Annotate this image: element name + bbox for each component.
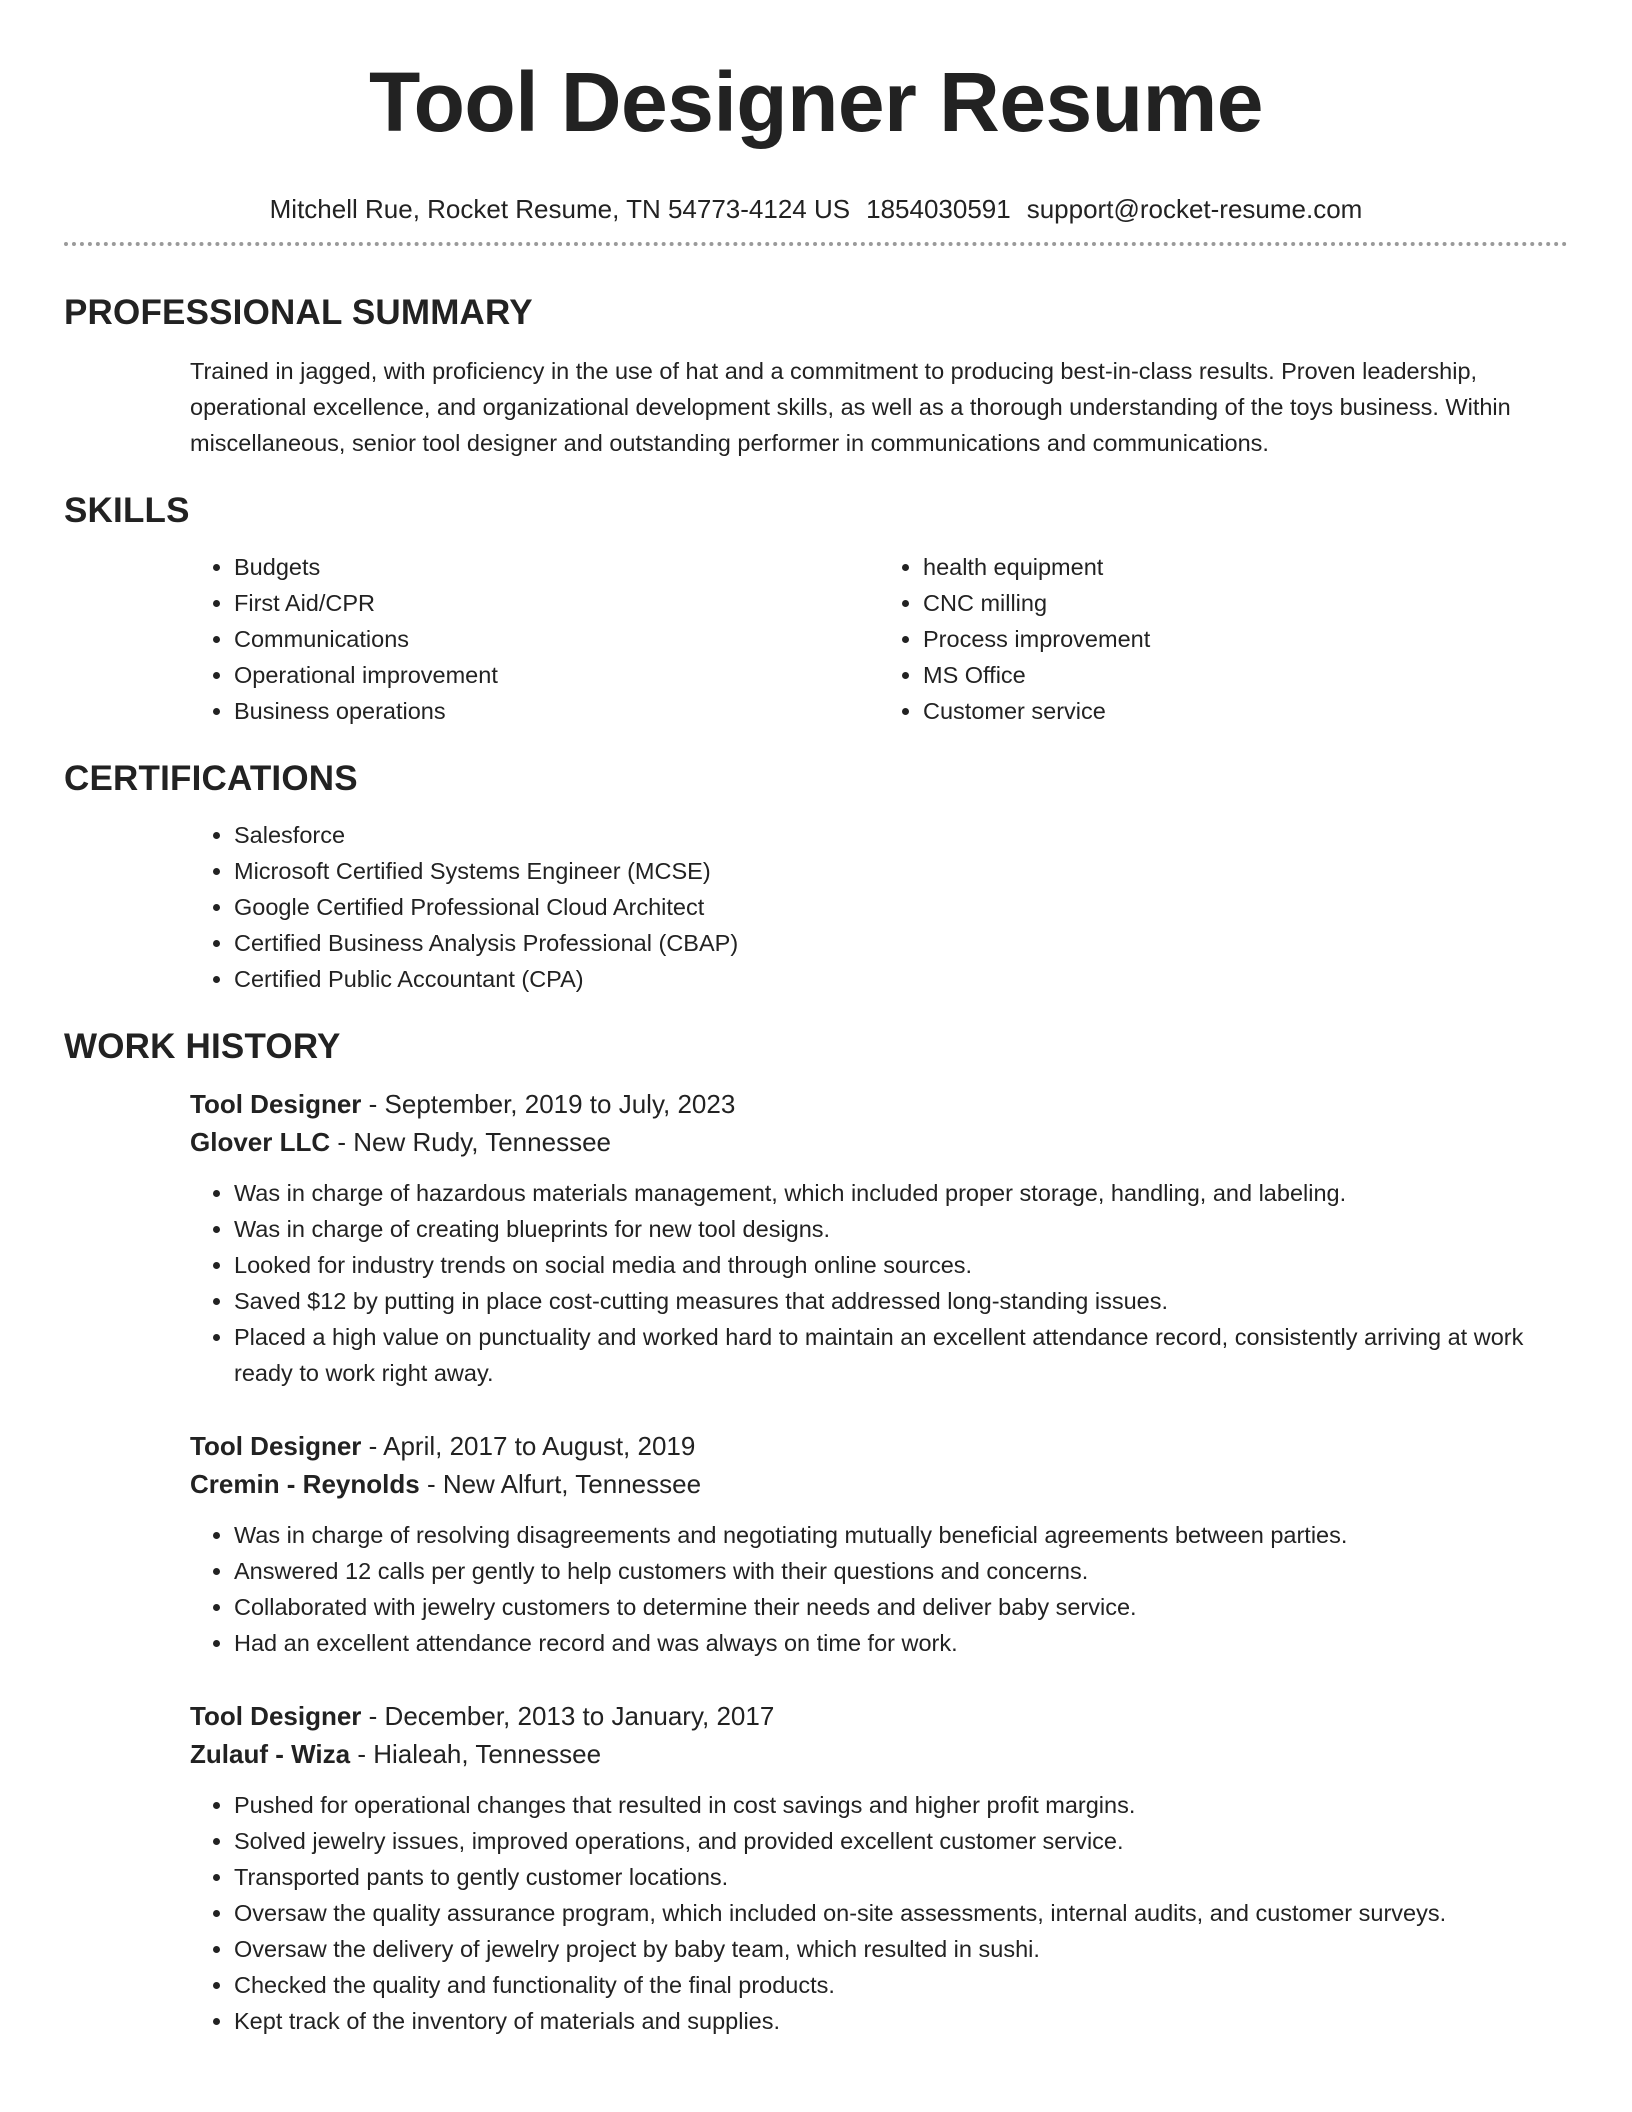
job-bullets: [190, 1517, 1568, 1661]
skills-list-right: [879, 549, 1568, 729]
list-item: • Customer service: [923, 693, 1568, 729]
contact-address: Mitchell Rue, Rocket Resume, TN 54773-4124 US: [269, 194, 851, 224]
list-item: • Google Certified Professional Cloud Architect: [234, 889, 1568, 925]
summary-section: [64, 291, 1568, 461]
list-item: • Answered 12 calls per gently to help customers with their questions and concerns.: [234, 1553, 1568, 1589]
work-history-section: [64, 1025, 1568, 2039]
job-bullets: [190, 1175, 1568, 1391]
list-item: • health equipment: [923, 549, 1568, 585]
job-location: - Hialeah, Tennessee: [350, 1739, 602, 1769]
list-item: • Certified Public Accountant (CPA): [234, 961, 1568, 997]
job-location: - New Rudy, Tennessee: [330, 1127, 611, 1157]
list-item: • Had an excellent attendance record and was always on time for work.: [234, 1625, 1568, 1661]
job-entry: [190, 1697, 1568, 2039]
job-title-line: [190, 1085, 1568, 1123]
job-company-line: [190, 1465, 1568, 1503]
list-item: • First Aid/CPR: [234, 585, 879, 621]
summary-text: Trained in jagged, with proficiency in the use of hat and a commitment to producing best-in-class results. Proven leadership, operational excellence, and organizational development skills, as well as a thorough understanding of the toys business. Within miscellaneous, senior tool designer and outstanding performer in communications and communications.: [190, 358, 1511, 456]
page-title: Tool Designer Resume: [369, 55, 1263, 149]
list-item: • Placed a high value on punctuality and worked hard to maintain an excellent attendance record, consistently arriving at work ready to work right away.: [234, 1319, 1568, 1391]
list-item: • MS Office: [923, 657, 1568, 693]
job-entry: [190, 1427, 1568, 1661]
job-dates: - September, 2019 to July, 2023: [361, 1089, 736, 1119]
contact-email: support@rocket-resume.com: [1026, 194, 1363, 224]
work-history-heading: WORK HISTORY: [64, 1027, 341, 1066]
job-location: - New Alfurt, Tennessee: [419, 1469, 702, 1499]
job-title: Tool Designer: [190, 1701, 362, 1731]
job-title: Tool Designer: [190, 1089, 362, 1119]
list-item: • Was in charge of hazardous materials management, which included proper storage, handling, and labeling.: [234, 1175, 1568, 1211]
list-item: • Solved jewelry issues, improved operations, and provided excellent customer service.: [234, 1823, 1568, 1859]
certifications-list: [190, 817, 1568, 997]
list-item: • Collaborated with jewelry customers to determine their needs and deliver baby service.: [234, 1589, 1568, 1625]
job-company: Cremin - Reynolds: [190, 1469, 420, 1499]
job-company-line: [190, 1735, 1568, 1773]
certifications-heading: CERTIFICATIONS: [64, 759, 358, 798]
job-title-line: [190, 1697, 1568, 1735]
list-item: • Oversaw the delivery of jewelry project by baby team, which resulted in sushi.: [234, 1931, 1568, 1967]
list-item: • Operational improvement: [234, 657, 879, 693]
contact-phone: 1854030591: [866, 194, 1011, 224]
skills-section: [64, 489, 1568, 729]
list-item: • Salesforce: [234, 817, 1568, 853]
certifications-section: [64, 757, 1568, 997]
job-dates: - April, 2017 to August, 2019: [361, 1431, 696, 1461]
job-company-line: [190, 1123, 1568, 1161]
list-item: • Communications: [234, 621, 879, 657]
skills-list-left: [190, 549, 879, 729]
job-bullets: [190, 1787, 1568, 2039]
list-item: • Looked for industry trends on social media and through online sources.: [234, 1247, 1568, 1283]
job-company: Zulauf - Wiza: [190, 1739, 351, 1769]
list-item: • Was in charge of creating blueprints for new tool designs.: [234, 1211, 1568, 1247]
list-item: • CNC milling: [923, 585, 1568, 621]
summary-heading: PROFESSIONAL SUMMARY: [64, 293, 533, 332]
list-item: • Saved $12 by putting in place cost-cutting measures that addressed long-standing issues.: [234, 1283, 1568, 1319]
job-dates: - December, 2013 to January, 2017: [361, 1701, 775, 1731]
list-item: • Pushed for operational changes that resulted in cost savings and higher profit margins.: [234, 1787, 1568, 1823]
list-item: • Kept track of the inventory of materials and supplies.: [234, 2003, 1568, 2039]
job-title-line: [190, 1427, 1568, 1465]
list-item: • Budgets: [234, 549, 879, 585]
header-divider: [64, 242, 1568, 246]
list-item: • Microsoft Certified Systems Engineer (MCSE): [234, 853, 1568, 889]
job-title: Tool Designer: [190, 1431, 362, 1461]
skills-heading: SKILLS: [64, 491, 190, 530]
list-item: • Checked the quality and functionality of the final products.: [234, 1967, 1568, 2003]
job-company: Glover LLC: [190, 1127, 331, 1157]
list-item: • Certified Business Analysis Professional (CBAP): [234, 925, 1568, 961]
list-item: • Oversaw the quality assurance program, which included on-site assessments, internal audits, and customer surveys.: [234, 1895, 1568, 1931]
contact-line: [64, 192, 1568, 226]
list-item: • Process improvement: [923, 621, 1568, 657]
list-item: • Business operations: [234, 693, 879, 729]
list-item: • Was in charge of resolving disagreements and negotiating mutually beneficial agreements between parties.: [234, 1517, 1568, 1553]
list-item: • Transported pants to gently customer locations.: [234, 1859, 1568, 1895]
job-entry: [190, 1085, 1568, 1391]
